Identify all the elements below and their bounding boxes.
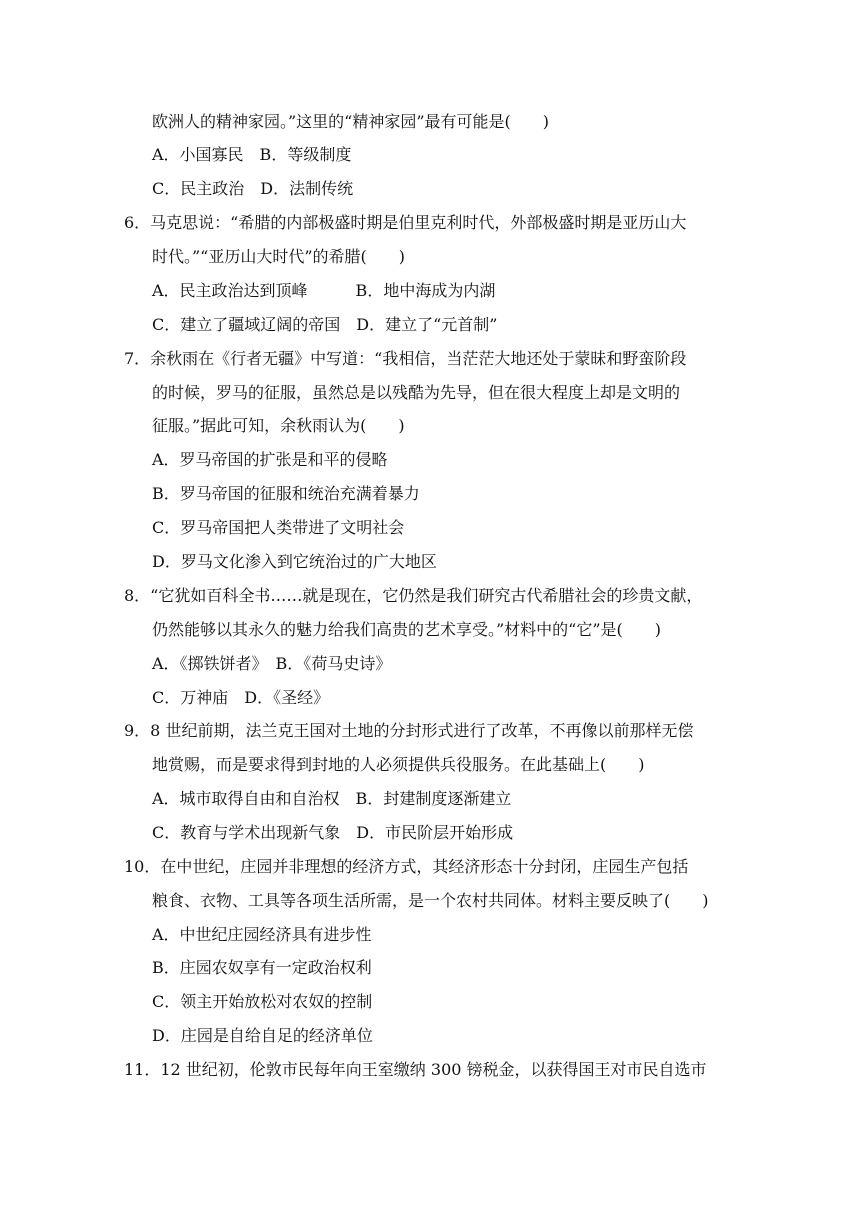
q10-stem-line-2: 粮食、衣物、工具等各项生活所需，是一个农村共同体。材料主要反映了( ) xyxy=(152,891,709,910)
q8-stem-line-2: 仍然能够以其永久的魅力给我们高贵的艺术享受。”材料中的“它”是( ) xyxy=(152,620,662,639)
q11-stem-line-1: 11．12 世纪初，伦敦市民每年向王室缴纳 300 镑税金，以获得国王对市民自选市 xyxy=(124,1060,707,1079)
q6-options-cd: C．建立了疆域辽阔的帝国 D．建立了“元首制” xyxy=(152,315,498,334)
q7-option-c: C．罗马帝国把人类带进了文明社会 xyxy=(152,518,405,537)
q10-option-b: B．庄园农奴享有一定政治权利 xyxy=(152,958,372,977)
q6-options-ab: A．民主政治达到顶峰 B．地中海成为内湖 xyxy=(152,281,496,300)
q9-options-cd: C．教育与学术出现新气象 D．市民阶层开始形成 xyxy=(152,823,514,842)
q6-stem-line-2: 时代。”“亚历山大时代”的希腊( ) xyxy=(152,247,406,266)
q5-stem-continuation: 欧洲人的精神家园。”这里的“精神家园”最有可能是( ) xyxy=(152,112,550,131)
q9-stem-line-2: 地赏赐，而是要求得到封地的人必须提供兵役服务。在此基础上( ) xyxy=(152,755,645,774)
q10-option-d: D．庄园是自给自足的经济单位 xyxy=(152,1026,373,1045)
q10-stem-line-1: 10．在中世纪，庄园并非理想的经济方式，其经济形态十分封闭，庄园生产包括 xyxy=(124,857,689,876)
q7-stem-line-1: 7．余秋雨在《行者无疆》中写道：“我相信，当茫茫大地还处于蒙昧和野蛮阶段 xyxy=(124,349,687,368)
q8-options-cd: C．万神庙 D．《圣经》 xyxy=(152,688,330,707)
q10-option-c: C．领主开始放松对农奴的控制 xyxy=(152,992,373,1011)
q10-option-a: A．中世纪庄园经济具有进步性 xyxy=(152,925,372,944)
q7-option-a: A．罗马帝国的扩张是和平的侵略 xyxy=(152,450,388,469)
q8-stem-line-1: 8．“它犹如百科全书……就是现在，它仍然是我们研究古代希腊社会的珍贵文献， xyxy=(124,586,703,605)
q8-options-ab: A．《掷铁饼者》 B．《荷马史诗》 xyxy=(152,654,392,673)
q9-options-ab: A．城市取得自由和自治权 B．封建制度逐渐建立 xyxy=(152,789,512,808)
q7-stem-line-3: 征服。”据此可知，余秋雨认为( ) xyxy=(152,416,405,435)
q9-stem-line-1: 9．8 世纪前期，法兰克王国对土地的分封形式进行了改革，不再像以前那样无偿 xyxy=(124,721,694,740)
q7-option-b: B．罗马帝国的征服和统治充满着暴力 xyxy=(152,484,420,503)
q7-option-d: D．罗马文化渗入到它统治过的广大地区 xyxy=(152,552,437,571)
q7-stem-line-2: 的时候，罗马的征服，虽然总是以残酷为先导，但在很大程度上却是文明的 xyxy=(152,383,681,402)
q5-options-cd: C．民主政治 D．法制传统 xyxy=(152,179,354,198)
q5-options-ab: A．小国寡民 B．等级制度 xyxy=(152,145,352,164)
q6-stem-line-1: 6．马克思说：“希腊的内部极盛时期是伯里克利时代，外部极盛时期是亚历山大 xyxy=(124,213,687,232)
